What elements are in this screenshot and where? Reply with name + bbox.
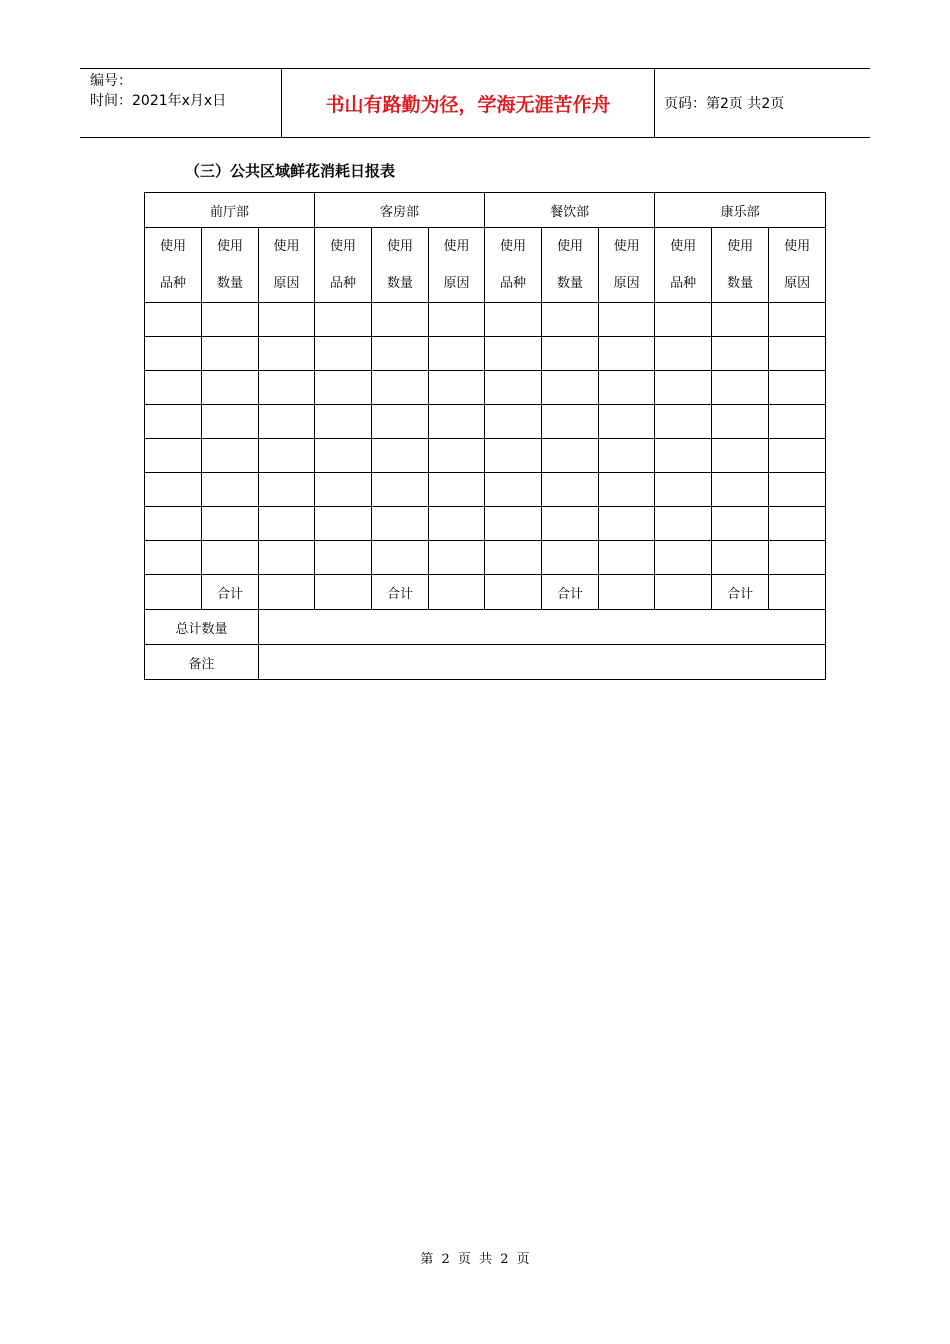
flower-consumption-table [144,192,826,680]
table-cell[interactable] [429,405,485,439]
table-cell[interactable] [145,575,202,610]
table-cell[interactable] [259,371,315,405]
table-cell[interactable] [485,473,542,507]
table-row [145,303,826,337]
department-header: 餐饮部 [485,193,655,228]
table-cell[interactable] [769,303,826,337]
table-cell[interactable] [712,541,769,575]
table-cell[interactable] [145,473,202,507]
subtotal-label: 合计 [202,575,259,610]
table-cell[interactable] [542,507,599,541]
column-header [485,228,542,303]
table-cell[interactable] [712,371,769,405]
column-header-line: 原因 [273,276,300,291]
table-cell[interactable] [542,541,599,575]
table-cell[interactable] [655,371,712,405]
table-cell[interactable] [372,507,429,541]
subtotal-value-cell[interactable] [769,575,826,610]
table-cell[interactable] [259,337,315,371]
column-header-line: 数量 [727,276,754,291]
table-cell[interactable] [315,371,372,405]
table-cell[interactable] [315,541,372,575]
table-cell[interactable] [259,507,315,541]
table-cell[interactable] [655,439,712,473]
subtotal-row [145,575,826,610]
table-cell[interactable] [485,337,542,371]
table-cell[interactable] [655,405,712,439]
column-header-line: 使用 [387,239,414,254]
column-header-line: 品种 [670,276,697,291]
remarks-label: 备注 [145,645,259,680]
column-header [769,228,826,303]
table-cell[interactable] [599,439,655,473]
document-number-label: 编号： [90,73,132,89]
column-header [145,228,202,303]
table-cell[interactable] [542,337,599,371]
table-cell[interactable] [372,473,429,507]
column-header [599,228,655,303]
table-cell[interactable] [145,371,202,405]
header-motto: 书山有路勤为径，学海无涯苦作舟 [325,93,611,116]
table-cell[interactable] [769,507,826,541]
column-header-line: 使用 [273,239,300,254]
column-header-line: 品种 [159,276,186,291]
table-cell[interactable] [315,439,372,473]
table-cell[interactable] [485,371,542,405]
grand-total-value-cell[interactable] [259,610,826,645]
table-cell[interactable] [429,473,485,507]
table-cell[interactable] [372,541,429,575]
table-cell[interactable] [372,337,429,371]
table-row [145,541,826,575]
table-cell[interactable] [259,405,315,439]
document-date-label: 时间：2021年x月x日 [90,93,227,109]
column-header-line: 数量 [557,276,584,291]
column-header [655,228,712,303]
table-cell[interactable] [145,507,202,541]
table-cell[interactable] [202,405,259,439]
table-cell[interactable] [315,303,372,337]
department-header: 前厅部 [145,193,315,228]
table-cell[interactable] [145,337,202,371]
table-cell[interactable] [202,303,259,337]
table-cell[interactable] [145,439,202,473]
table-cell[interactable] [372,439,429,473]
table-cell[interactable] [655,575,712,610]
column-header-line: 品种 [500,276,527,291]
table-cell[interactable] [315,337,372,371]
column-header-line: 数量 [387,276,414,291]
column-header [259,228,315,303]
table-cell[interactable] [712,405,769,439]
table-cell[interactable] [485,541,542,575]
table-cell[interactable] [485,575,542,610]
table-cell[interactable] [599,405,655,439]
table-cell[interactable] [655,303,712,337]
table-cell[interactable] [769,371,826,405]
table-cell[interactable] [315,507,372,541]
table-cell[interactable] [259,303,315,337]
table-cell[interactable] [429,303,485,337]
table-cell[interactable] [259,473,315,507]
table-cell[interactable] [712,439,769,473]
table-cell[interactable] [315,405,372,439]
grand-total-row [145,610,826,645]
table-cell[interactable] [429,541,485,575]
column-header-line: 使用 [330,239,357,254]
column-header [712,228,769,303]
table-cell[interactable] [372,405,429,439]
column-header-line: 使用 [159,239,186,254]
table-cell[interactable] [599,371,655,405]
header-meta [90,71,226,111]
table-cell[interactable] [372,303,429,337]
table-row [145,507,826,541]
column-header [315,228,372,303]
table-cell[interactable] [712,473,769,507]
table-cell[interactable] [712,507,769,541]
table-cell[interactable] [259,439,315,473]
table-cell[interactable] [202,507,259,541]
table-cell[interactable] [429,371,485,405]
column-header-line: 使用 [613,239,640,254]
column-header-line: 使用 [443,239,470,254]
subtotal-value-cell[interactable] [429,575,485,610]
page-footer: 第 2 页 共 2 页 [420,1252,530,1267]
table-cell[interactable] [485,439,542,473]
column-header-line: 原因 [784,276,811,291]
table-cell[interactable] [429,507,485,541]
table-cell[interactable] [145,405,202,439]
column-header-line: 原因 [443,276,470,291]
department-header: 客房部 [315,193,485,228]
table-cell[interactable] [599,473,655,507]
table-cell[interactable] [485,405,542,439]
table-cell[interactable] [485,507,542,541]
column-header-line: 使用 [500,239,527,254]
subtotal-value-cell[interactable] [259,575,315,610]
subtotal-label: 合计 [372,575,429,610]
header-page-info: 页码：第2页 共2页 [664,96,785,112]
table-cell[interactable] [712,337,769,371]
table-row [145,371,826,405]
column-header [372,228,429,303]
table-cell[interactable] [655,507,712,541]
table-cell[interactable] [712,303,769,337]
table-cell[interactable] [485,303,542,337]
column-header [202,228,259,303]
table-cell[interactable] [429,439,485,473]
table-cell[interactable] [202,371,259,405]
column-header-row [145,228,826,303]
grand-total-label: 总计数量 [145,610,259,645]
table-cell[interactable] [429,337,485,371]
table-cell[interactable] [259,541,315,575]
table-cell[interactable] [655,541,712,575]
column-header [429,228,485,303]
table-cell[interactable] [145,303,202,337]
table-row [145,439,826,473]
subtotal-label: 合计 [542,575,599,610]
department-header: 康乐部 [655,193,826,228]
table-cell[interactable] [202,439,259,473]
column-header-line: 使用 [670,239,697,254]
column-header-line: 品种 [330,276,357,291]
table-cell[interactable] [769,439,826,473]
remarks-value-cell[interactable] [259,645,826,680]
section-title: （三）公共区域鲜花消耗日报表 [185,162,396,180]
table-cell[interactable] [599,507,655,541]
page-header [80,68,870,138]
table-cell[interactable] [655,337,712,371]
column-header-line: 使用 [727,239,754,254]
table-cell[interactable] [542,473,599,507]
table-cell[interactable] [655,473,712,507]
table-cell[interactable] [769,405,826,439]
subtotal-label: 合计 [712,575,769,610]
column-header-line: 原因 [613,276,640,291]
table-cell[interactable] [202,541,259,575]
table-cell[interactable] [542,439,599,473]
table-cell[interactable] [315,473,372,507]
table-cell[interactable] [599,303,655,337]
table-row [145,337,826,371]
column-header-line: 数量 [216,276,243,291]
column-header-line: 使用 [216,239,243,254]
table-cell[interactable] [542,303,599,337]
column-header-line: 使用 [557,239,584,254]
table-cell[interactable] [202,337,259,371]
table-cell[interactable] [542,371,599,405]
table-cell[interactable] [769,541,826,575]
table-cell[interactable] [542,405,599,439]
table-row [145,473,826,507]
table-cell[interactable] [202,473,259,507]
remarks-row [145,645,826,680]
subtotal-value-cell[interactable] [599,575,655,610]
header-divider [654,69,655,137]
department-header-row [145,193,826,228]
table-cell[interactable] [145,541,202,575]
table-cell[interactable] [372,371,429,405]
table-cell[interactable] [769,473,826,507]
table-cell[interactable] [599,337,655,371]
table-cell[interactable] [769,337,826,371]
table-cell[interactable] [599,541,655,575]
table-row [145,405,826,439]
column-header-line: 使用 [784,239,811,254]
table-cell[interactable] [315,575,372,610]
column-header [542,228,599,303]
